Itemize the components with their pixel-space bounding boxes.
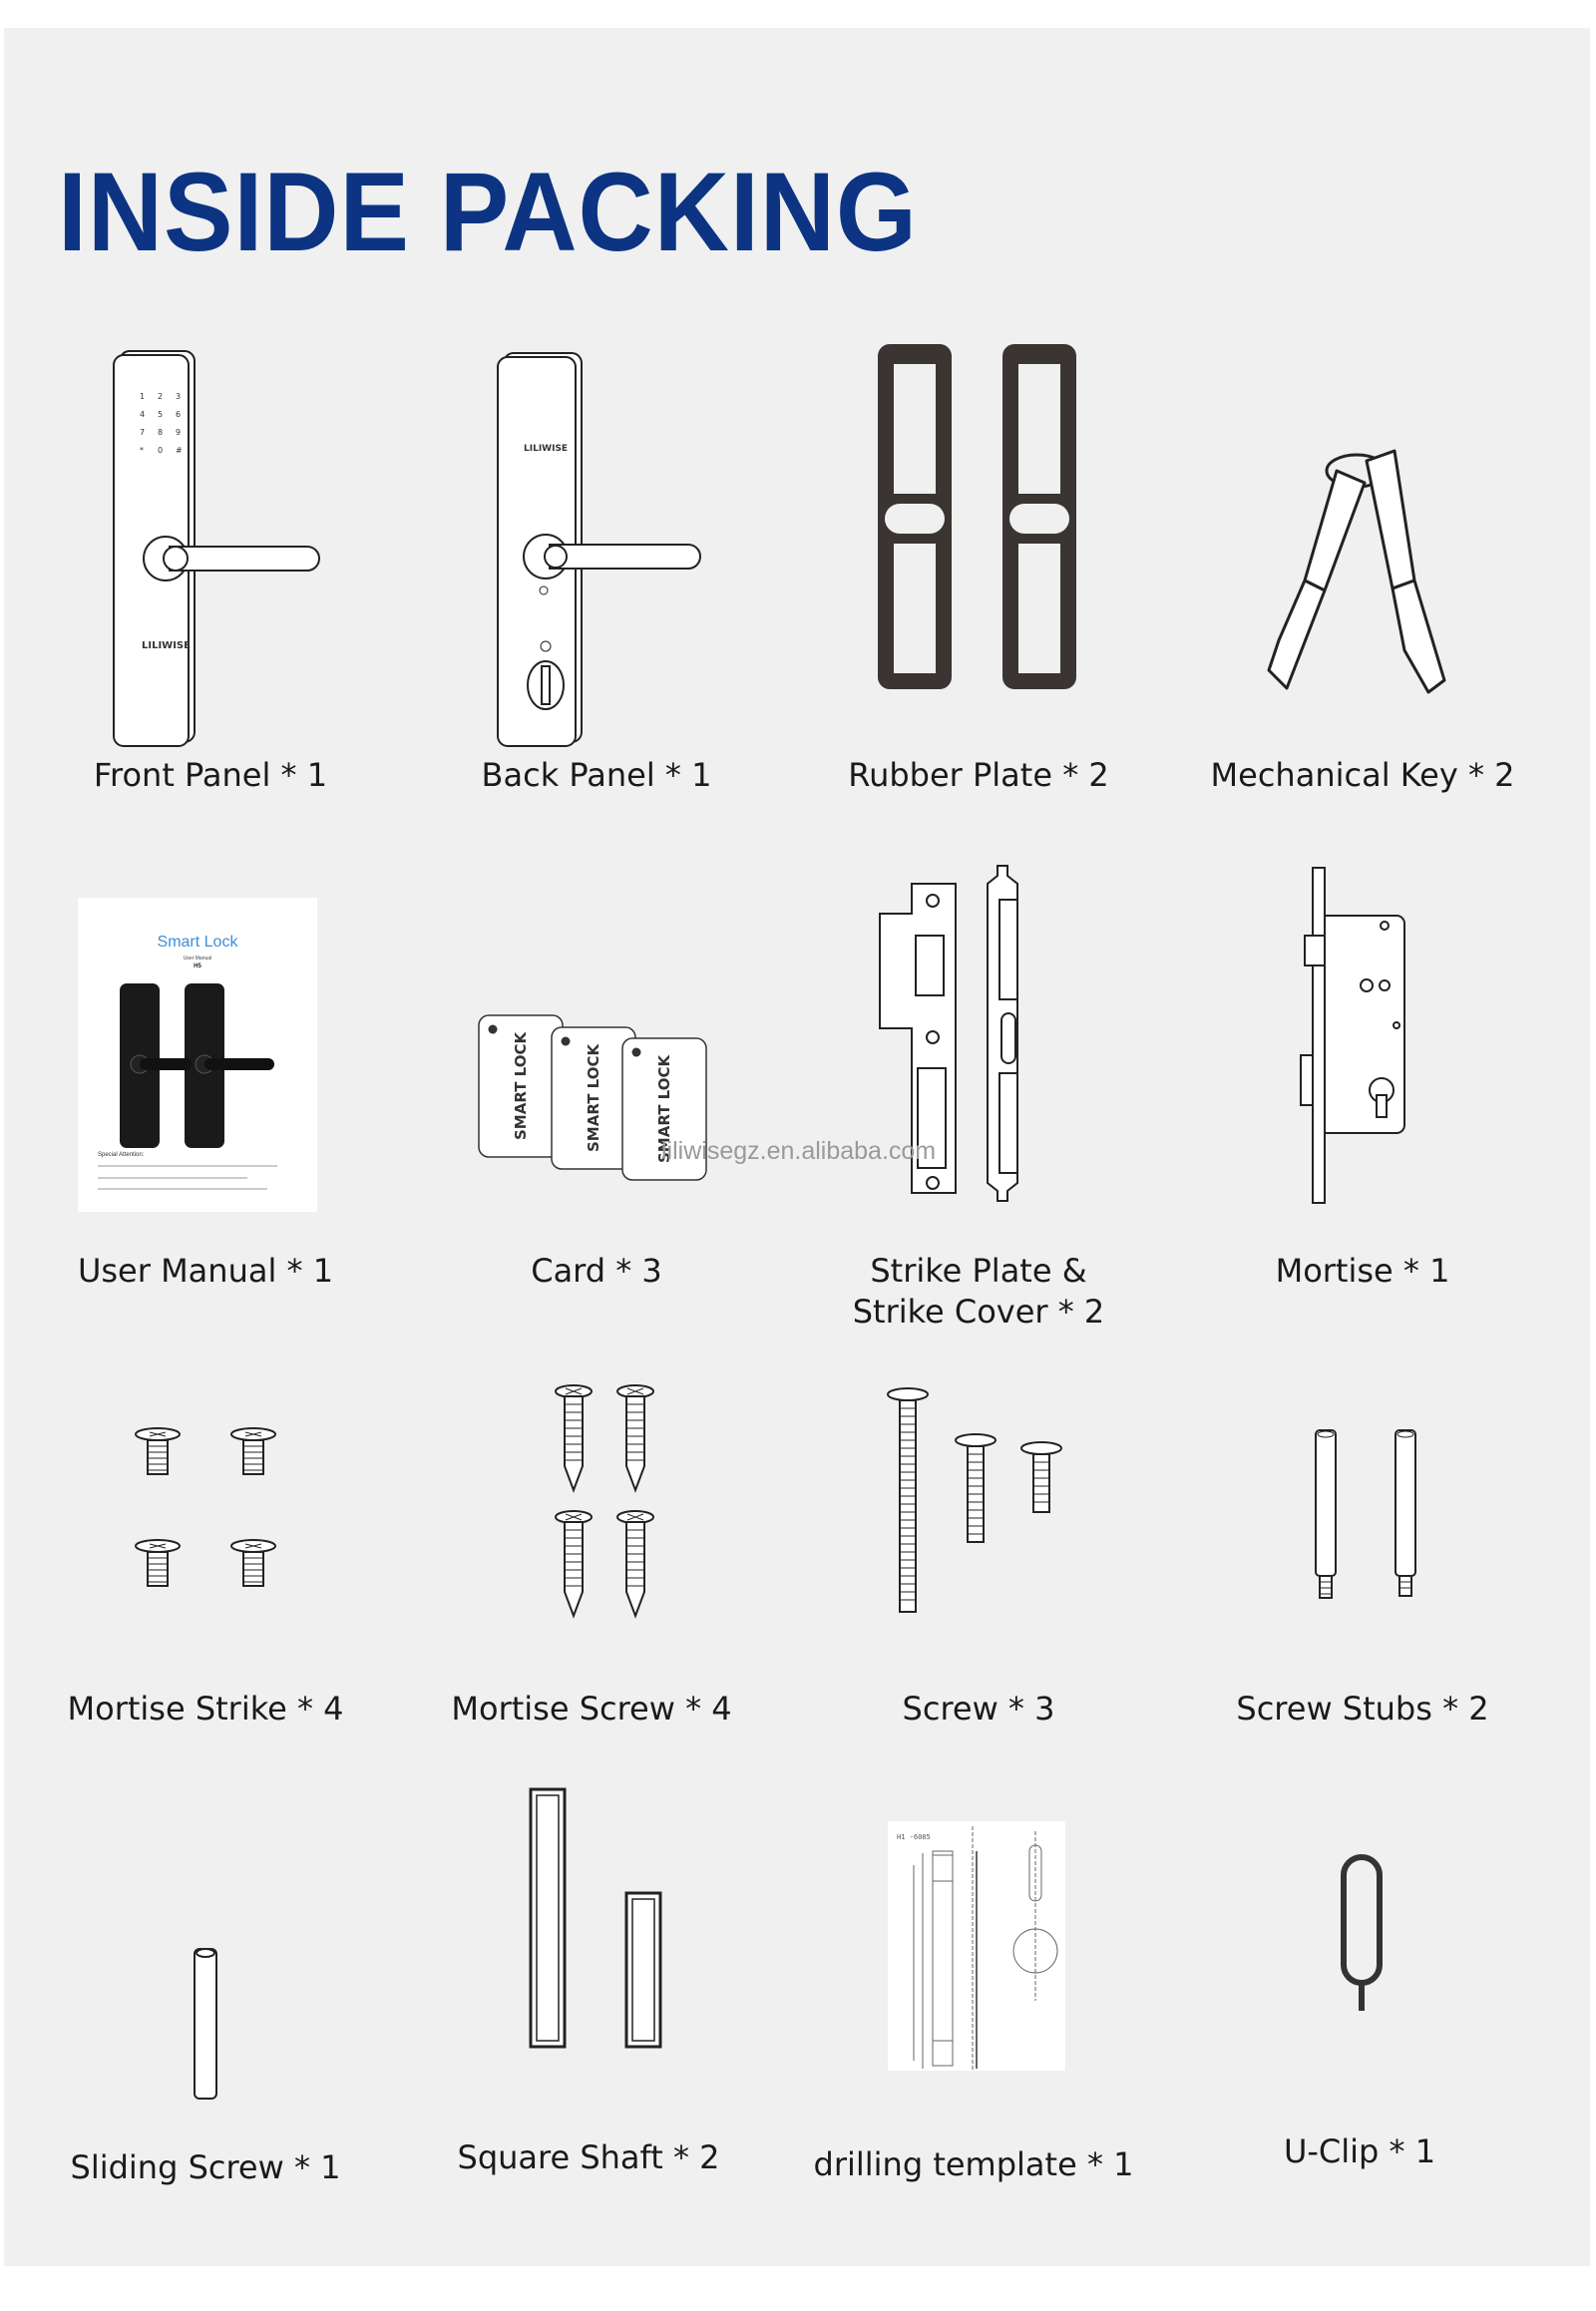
svg-text:*: *	[140, 446, 144, 455]
front-panel-image	[110, 349, 319, 748]
item-label-screw: Screw * 3	[902, 1690, 1055, 1728]
item-label-screw-stubs: Screw Stubs * 2	[1236, 1690, 1489, 1728]
brand-logo: LILIWISE	[142, 640, 191, 651]
svg-text:3: 3	[176, 392, 182, 401]
svg-text:2: 2	[158, 392, 164, 401]
svg-text:9: 9	[176, 428, 182, 437]
svg-text:0: 0	[158, 446, 164, 455]
item-label-rubber-plate: Rubber Plate * 2	[848, 756, 1109, 794]
item-label-drilling-template: drilling template * 1	[813, 2145, 1134, 2183]
card-text: SMART LOCK	[585, 1043, 602, 1152]
sliding-screw-image	[192, 1945, 221, 2105]
svg-text:6: 6	[176, 410, 182, 419]
item-label-u-clip: U-Clip * 1	[1283, 2132, 1436, 2170]
card-text: SMART LOCK	[655, 1054, 673, 1163]
rubber-plate-image	[878, 344, 1087, 693]
screw-image	[886, 1388, 1065, 1618]
item-label-strike-plate	[789, 1251, 1168, 1333]
u-clip-image	[1337, 1851, 1387, 2021]
mortise-screw-image	[552, 1386, 671, 1636]
item-label-mechanical-key: Mechanical Key * 2	[1210, 756, 1515, 794]
card-text: SMART LOCK	[512, 1031, 530, 1140]
page-title: INSIDE PACKING	[58, 150, 918, 274]
svg-text:4: 4	[140, 410, 146, 419]
manual-attention: Special Attention:	[98, 1152, 145, 1158]
svg-text:7: 7	[140, 428, 146, 437]
item-label-strike-plate-line1: Strike Plate &	[870, 1252, 1087, 1290]
square-shaft-image	[527, 1785, 666, 2055]
drilling-template-image	[888, 1821, 1067, 2071]
svg-text:8: 8	[158, 428, 164, 437]
brand-logo: LILIWISE	[524, 444, 569, 454]
user-manual-image	[78, 898, 317, 1212]
mechanical-key-image	[1265, 431, 1454, 700]
template-code: H1 -6085	[897, 1833, 931, 1841]
manual-subtitle: User Manual	[183, 956, 212, 962]
back-panel-image	[494, 351, 703, 750]
item-label-mortise-strike: Mortise Strike * 4	[67, 1690, 344, 1728]
watermark: liliwisegz.en.alibaba.com	[661, 1137, 937, 1165]
item-label-strike-plate-line2: Strike Cover * 2	[852, 1293, 1105, 1331]
svg-text:1: 1	[140, 392, 146, 401]
svg-text:5: 5	[158, 410, 164, 419]
svg-text:#: #	[176, 446, 183, 455]
manual-title: Smart Lock	[157, 934, 238, 951]
item-label-mortise: Mortise * 1	[1275, 1252, 1450, 1290]
mortise-strike-image	[132, 1426, 291, 1606]
item-label-front-panel: Front Panel * 1	[93, 756, 328, 794]
screw-stubs-image	[1310, 1426, 1429, 1606]
item-label-back-panel: Back Panel * 1	[481, 756, 712, 794]
item-label-sliding-screw: Sliding Screw * 1	[70, 2148, 341, 2186]
item-label-mortise-screw: Mortise Screw * 4	[451, 1690, 732, 1728]
manual-model: H5	[194, 963, 201, 969]
mortise-image	[1297, 866, 1416, 1210]
item-label-square-shaft: Square Shaft * 2	[457, 2138, 720, 2176]
item-label-user-manual: User Manual * 1	[77, 1252, 334, 1290]
item-label-card: Card * 3	[531, 1252, 662, 1290]
